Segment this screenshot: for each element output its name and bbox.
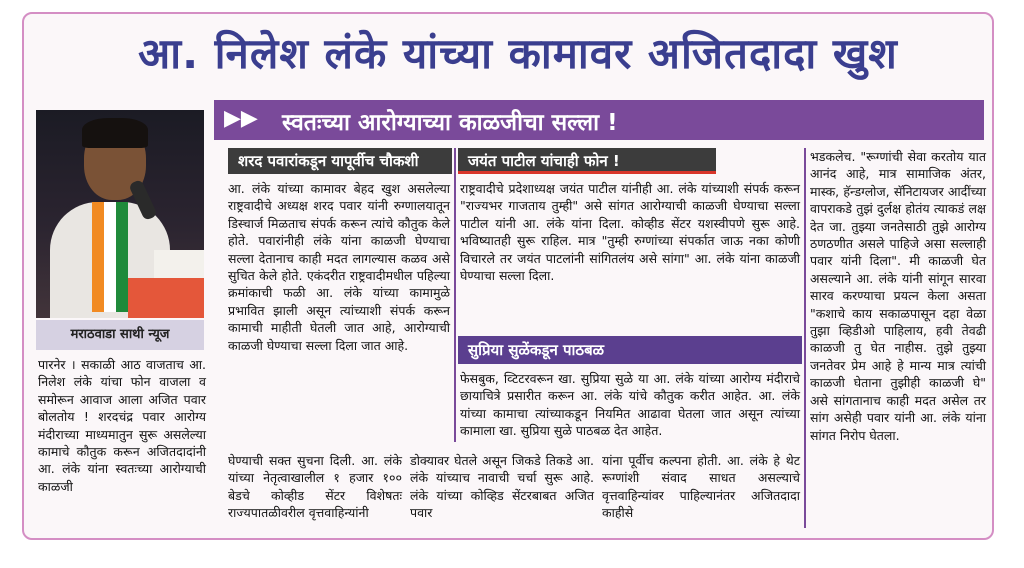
section-heading-sharad-pawar: शरद पवारांकडून यापूर्वीच चौकशी <box>228 148 452 174</box>
section-body-jayant-patil: राष्ट्रवादीचे प्रदेशाध्यक्ष जयंत पाटील यांनीही आ. लंके यांच्याशी संपर्क करून "राज्यभर गाजताय तुम्ही" असे सांगत आरोग्याची काळजी घेण्याचा सल्ला पाटील यांनी आ. लंके यांना दिला. कोव्हीड सेंटर यशस्वीपणे सुरू आहे. भविष्यातही सुरू राहिल. मात्र "तुम्ही रुग्णांच्या संपर्कात जाऊ नका कोणी विचारले तर जयंत पाटलांनी सांगितलंय असे सांगा" आ. लंके यांना काळजी घेण्याचा सल्ला दिला. <box>460 181 800 284</box>
subheadline-banner <box>214 100 984 140</box>
section-body-supriya-sule: फेसबुक, व्टिटरवरून खा. सुप्रिया सुळे या आ. लंके यांच्या आरोग्य मंदीराचे छायाचित्रे प्रसारीत करून आ. लंके यांचे कौतुक करीत आहेत. आ. लंके यांच्या कामाचा त्यांच्याकडून नियमित आढावा घेतला जात असून त्यांच्या कामाला खा. सुप्रिया सुळे पाठबळ देत आहेत. <box>460 371 800 439</box>
bottom-column-2: डोक्यावर घेतले असून जिकडे तिकडे आ. लंके यांच्याच नावाची चर्चा सुरू आहे. लंके यांच्या कोव्हिड सेंटरबाबत अजित पवार <box>410 453 594 521</box>
subheadline-text: स्वतःच्या आरोग्याच्या काळजीचा सल्ला ! <box>282 110 618 136</box>
section-heading-supriya-sule: सुप्रिया सुळेंकडून पाठबळ <box>458 336 802 364</box>
photo-politician-with-microphone <box>36 110 204 318</box>
left-column-text: पारनेर । सकाळी आठ वाजताच आ. निलेश लंके यांचा फोन वाजला व समोरून आवाज आला अजित पवार बोलतोय ! शरदचंद्र पवार आरोग्य मंदीराच्या माध्यमातुन सुरू असलेल्या कामाचे कौतुक करून अजितदादांनी आ. लंके यांना स्वतःच्या आरोग्याची काळजी <box>38 357 206 494</box>
photo-caption: मराठवाडा साथी न्यूज <box>36 320 204 350</box>
column-divider <box>454 148 456 442</box>
column-divider <box>804 148 806 528</box>
section-heading-jayant-patil: जयंत पाटील यांचाही फोन ! <box>458 148 716 174</box>
right-column-text: भडकलेच. "रूग्णांची सेवा करतोय यात आनंद आहे, मात्र सामाजिक अंतर, मास्क, हॅन्डग्लोज, सॅनिटायजर आदींच्या वापराकडे तुझं दुर्लक्ष होतंय त्याकडं लक्ष देत जा. तुझ्या जनतेसाठी तुझे आरोग्य ठणठणीत असले पाहिजे असा सल्लाही पवार यांनी दिला". मी काळजी घेत असल्याने आ. लंके यांनी सांगून सारवा सारव करण्याचा प्रयत्न केला असता "कशाचे काय सकाळपासून दहा वेळा तुझा व्हिडीओ पाहिलाय, हवी तेवढी काळजी तु घेत नाहीस. तुझे तुझ्या जनतेवर प्रेम आहे हे मान्य मात्र त्यांची काळजी घेताना तुझीही काळजी घे" असे सांगतानाच काही मदत असेल तर सांग असेही पवार यांनी आ. लंके यांना सांगत निरोप घेतला. <box>810 149 986 443</box>
bottom-column-3: यांना पूर्वीच कल्पना होती. आ. लंके हे थेट रूग्णांशी संवाद साधत असल्याचे वृत्तवाहिन्यांवर पाहिल्यानंतर अजितदादा काहीसे <box>602 453 800 521</box>
newspaper-clipping <box>22 12 994 540</box>
double-arrow-icon: ▶▶ <box>224 106 258 131</box>
bottom-column-1: घेण्याची सक्त सुचना दिली. आ. लंके यांच्या नेतृत्वाखालील १ हजार १०० बेडचे कोव्हीड सेंटर विशेषतः राज्यपातळीवरील वृत्तवाहिन्यांनी <box>228 453 402 521</box>
headline: आ. निलेश लंके यांच्या कामावर अजितदादा खुश <box>138 29 898 78</box>
section-body-sharad-pawar: आ. लंके यांच्या कामावर बेहद खुश असलेल्या राष्ट्रवादीचे अध्यक्ष शरद पवार यांनी रुग्णालयातून डिस्चार्ज मिळताच संपर्क करून त्यांचे कौतुक केले होते. पवारांनीही लंके यांना काळजी घेण्याचा सल्ला देतानाच काही मदत लागल्यास कळव असे सुचित केले होते. एकंदरीत राष्ट्रवादीमधील पहिल्या क्रमांकाची फळी आ. लंके यांच्या कामामुळे प्रभावित झाली असून त्यांच्याशी संपर्क करून कामाची माहीती घेतली जात आहे, आरोग्याची काळजी घेण्याचा सल्ला दिला जात आहे. <box>228 181 450 353</box>
